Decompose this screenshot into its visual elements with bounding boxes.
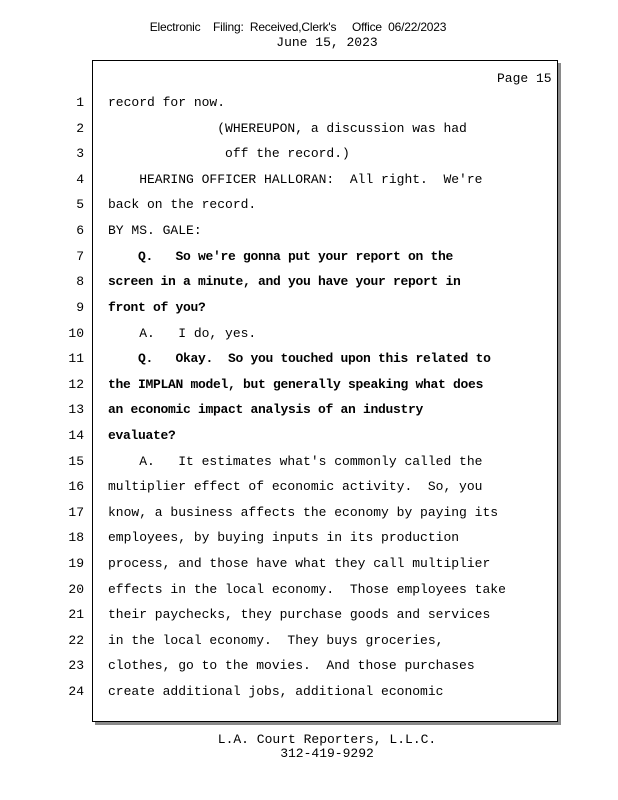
line-number: 21 (68, 607, 84, 622)
line-number: 5 (76, 197, 84, 212)
transcript-line-question: front of you? (108, 300, 206, 315)
transcript-line-question: an economic impact analysis of an industry (108, 402, 424, 417)
transcript-line-question: evaluate? (108, 428, 176, 443)
line-number: 17 (68, 505, 84, 520)
transcript-line: BY MS. GALE: (108, 223, 202, 238)
document-date: June 15, 2023 (276, 35, 378, 50)
line-number: 2 (76, 121, 84, 136)
line-number: 1 (76, 95, 84, 110)
transcript-line-question: the IMPLAN model, but generally speaking what does (108, 377, 484, 392)
line-number: 8 (76, 274, 84, 289)
transcript-line: back on the record. (108, 197, 257, 212)
line-number: 6 (76, 223, 84, 238)
line-number: 14 (68, 428, 84, 443)
transcript-line: HEARING OFFICER HALLORAN: All right. We're (108, 172, 483, 187)
line-number: 4 (76, 172, 84, 187)
line-number: 20 (68, 582, 84, 597)
transcript-line: process, and those have what they call multiplier (108, 556, 491, 571)
transcript-line: effects in the local economy. Those employees take (108, 582, 506, 597)
line-number: 18 (68, 530, 84, 545)
transcript-line: clothes, go to the movies. And those purchases (108, 658, 475, 673)
line-number: 7 (76, 249, 84, 264)
line-number: 12 (68, 377, 84, 392)
transcript-line-question: Q. Okay. So you touched upon this related to (108, 351, 491, 366)
line-number: 19 (68, 556, 84, 571)
line-number: 3 (76, 146, 84, 161)
line-number: 13 (68, 402, 84, 417)
transcript-line: know, a business affects the economy by paying its (108, 505, 499, 520)
reporter-company: L.A. Court Reporters, L.L.C. (217, 732, 437, 747)
transcript-line: (WHEREUPON, a discussion was had (108, 121, 467, 136)
transcript-line-question: screen in a minute, and you have your report in (108, 274, 461, 289)
transcript-line: A. I do, yes. (108, 326, 257, 341)
transcript-line: off the record.) (108, 146, 350, 161)
transcript-line: multiplier effect of economic activity. So, you (108, 479, 483, 494)
reporter-phone: 312-419-9292 (280, 746, 374, 761)
line-number: 23 (68, 658, 84, 673)
line-number: 22 (68, 633, 84, 648)
transcript-line-question: Q. So we're gonna put your report on the (108, 249, 454, 264)
transcript-line: their paychecks, they purchase goods and services (108, 607, 491, 622)
page-number: Page 15 (497, 71, 552, 86)
line-number: 10 (68, 326, 84, 341)
transcript-line: A. It estimates what's commonly called the (108, 454, 483, 469)
transcript-line: in the local economy. They buys groceries, (108, 633, 444, 648)
line-number: 9 (76, 300, 84, 315)
line-number: 16 (68, 479, 84, 494)
transcript-line: employees, by buying inputs in its production (108, 530, 460, 545)
filing-stamp: Electronic Filing: Received,Clerk's Office 06/22/2023 (149, 20, 447, 34)
transcript-line: record for now. (108, 95, 226, 110)
line-number: 11 (68, 351, 84, 366)
line-number: 24 (68, 684, 84, 699)
line-number: 15 (68, 454, 84, 469)
transcript-line: create additional jobs, additional economic (108, 684, 444, 699)
